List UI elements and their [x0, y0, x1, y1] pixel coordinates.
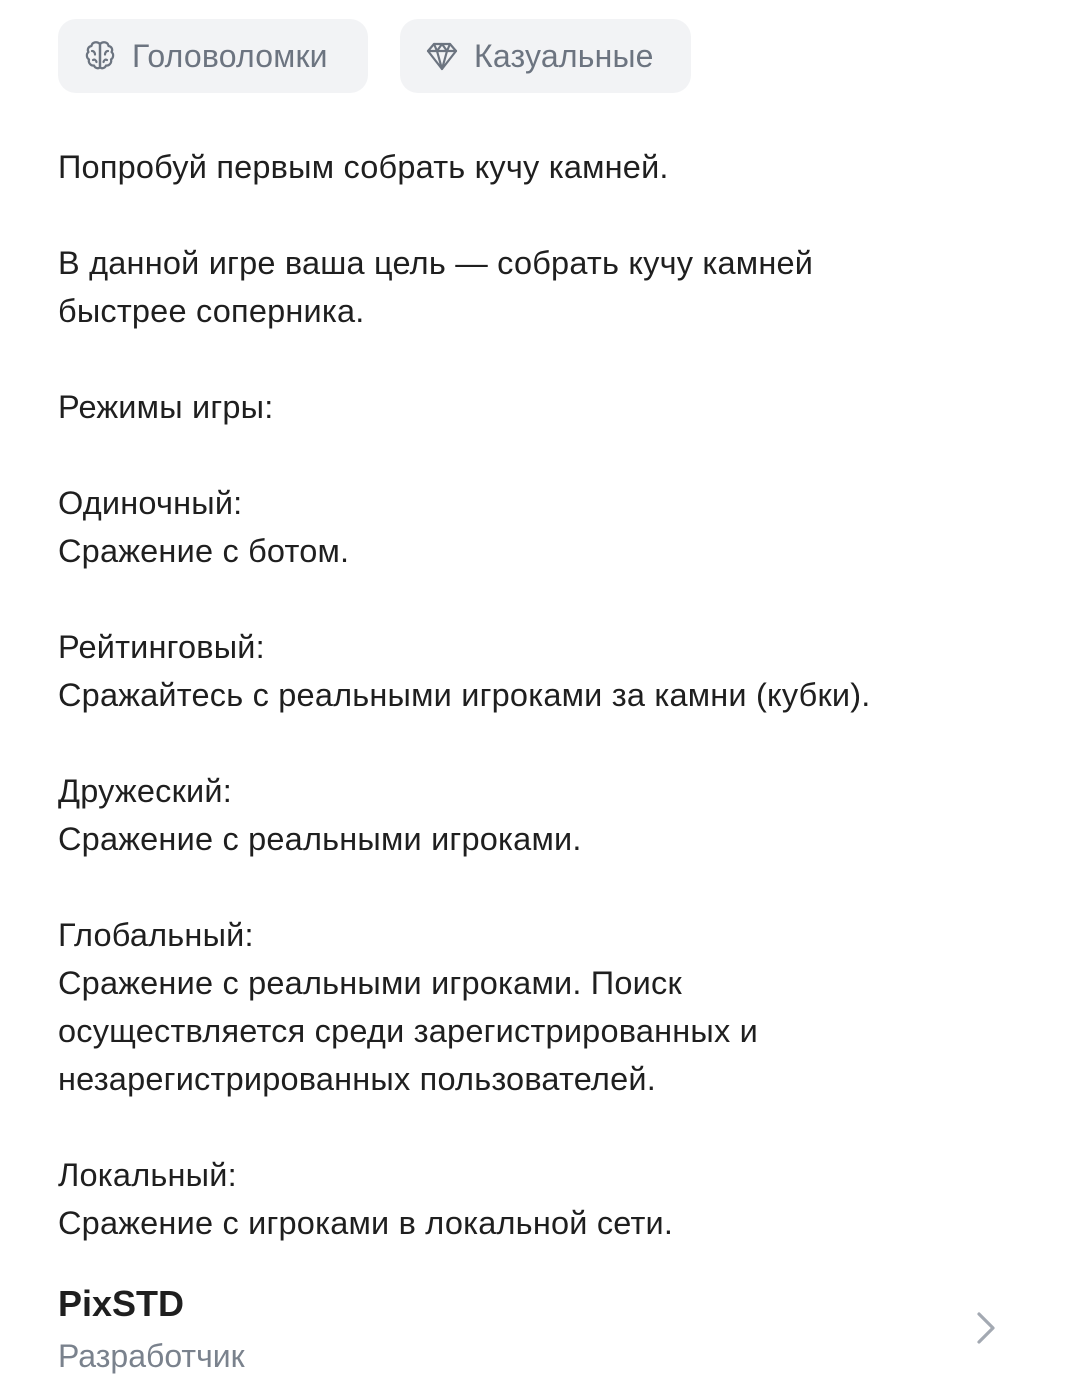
paragraph-gap — [58, 191, 1038, 239]
paragraph-gap — [58, 575, 1038, 623]
game-description — [58, 143, 1038, 1247]
genre-tags — [58, 19, 691, 93]
paragraph-gap — [58, 431, 1038, 479]
tag-puzzles[interactable] — [58, 19, 368, 93]
mode-single: Одиночный: Сражение с ботом. — [58, 485, 350, 569]
mode-rating: Рейтинговый: Сражайтесь с реальными игроками за камни (кубки). — [58, 629, 871, 713]
mode-global: Глобальный: Сражение с реальными игроками. Поиск осуществляется среди зарегистрированных и незарегистрированных пользователей. — [58, 917, 758, 1097]
mode-local: Локальный: Сражение с игроками в локальной сети. — [58, 1157, 674, 1241]
diamond-icon — [424, 38, 460, 74]
description-goal: В данной игре ваша цель — собрать кучу камней быстрее соперника. — [58, 245, 814, 329]
tag-puzzles-label: Головоломки — [132, 37, 328, 74]
modes-heading: Режимы игры: — [58, 389, 274, 425]
chevron-right-icon[interactable] — [970, 1308, 1002, 1348]
developer-row[interactable] — [0, 1278, 1080, 1388]
tag-casual[interactable] — [400, 19, 691, 93]
description-intro: Попробуй первым собрать кучу камней. — [58, 149, 669, 185]
mode-friendly: Дружеский: Сражение с реальными игроками. — [58, 773, 582, 857]
paragraph-gap — [58, 1103, 1038, 1151]
paragraph-gap — [58, 719, 1038, 767]
developer-name: PixSTD — [58, 1283, 185, 1324]
paragraph-gap — [58, 863, 1038, 911]
tag-casual-label: Казуальные — [474, 37, 654, 74]
brain-icon — [82, 38, 118, 74]
developer-role: Разработчик — [58, 1338, 245, 1374]
paragraph-gap — [58, 335, 1038, 383]
